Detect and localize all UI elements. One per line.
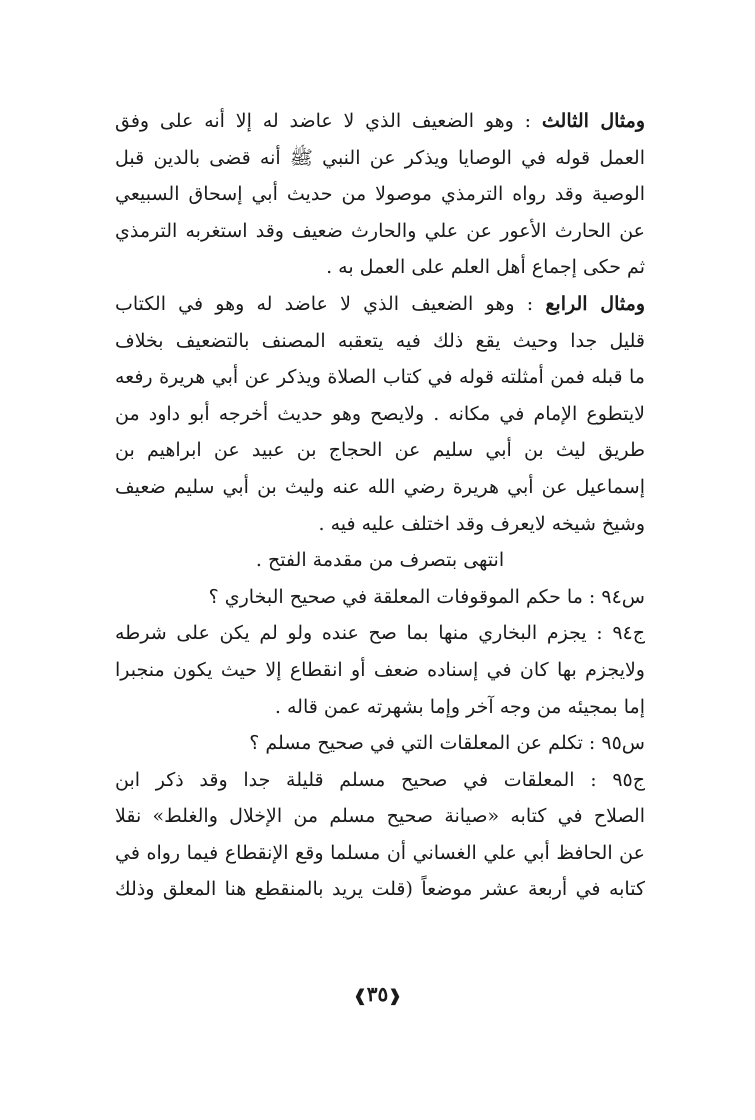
text-line-15 [115, 615, 645, 652]
text-line-16 [115, 652, 645, 689]
text-line-6 [115, 286, 645, 323]
line-text: ولايجزم بها كان في إسناده ضعف أو انقطاع إلا حيث يكون منجبرا [115, 658, 645, 681]
page-number [0, 982, 755, 1006]
line-text: ما قبله فمن أمثلته قوله في كتاب الصلاة ويذكر عن أبي هريرة رفعه [115, 366, 645, 389]
line-text: الوصية وقد رواه الترمذي موصولا من حديث أبي إسحاق السبيعي [115, 183, 645, 206]
page-number-ornament-left: ❱ [353, 986, 367, 1005]
line-text: ثم حكى إجماع أهل العلم على العمل به . [326, 256, 645, 279]
line-text: ج٩٤ : يجزم البخاري منها بما صح عنده ولو لم يكن على شرطه [115, 622, 645, 645]
line-text: لايتطوع الإمام في مكانه . ولايصح وهو حديث أخرجه أبو داود من [115, 402, 645, 425]
line-text: كتابه في أربعة عشر موضعاً (قلت يريد بالمنقطع هنا المعلق وذلك [115, 878, 645, 901]
line-text: إسماعيل عن أبي هريرة رضي الله عنه وليث بن أبي سليم ضعيف [115, 475, 645, 498]
text-line-9 [115, 396, 645, 433]
text-line-17 [115, 689, 645, 726]
text-line-19 [115, 762, 645, 799]
text-line-11 [115, 469, 645, 506]
line-text: انتهى بتصرف من مقدمة الفتح . [255, 549, 505, 572]
text-line-8 [115, 359, 645, 396]
line-text: عن الحافظ أبي علي الغساني أن مسلما وقع الإنقطاع فيما رواه في [115, 841, 645, 864]
text-line-3 [115, 176, 645, 213]
page-number-value: ٣٥ [366, 982, 389, 1006]
line-text: قليل جدا وحيث يقع ذلك فيه يتعقبه المصنف بالتضعيف بخلاف [115, 329, 645, 352]
line-text: وشيخ شيخه لايعرف وقد اختلف عليه فيه . [318, 512, 645, 535]
line-text: : وهو الضعيف الذي لا عاضد له إلا أنه على وفق [115, 110, 532, 132]
text-line-2 [115, 140, 645, 177]
text-line-21 [115, 835, 645, 872]
line-text: : وهو الضعيف الذي لا عاضد له وهو في الكتاب [115, 292, 534, 315]
line-text: عن الحارث الأعور عن علي والحارث ضعيف وقد استغربه الترمذي [115, 219, 645, 242]
text-line-18 [115, 725, 645, 762]
text-line-22 [115, 871, 645, 908]
text-line-13 [115, 542, 645, 579]
page-text [115, 103, 645, 908]
text-line-7 [115, 323, 645, 360]
line-text: س٩٤ : ما حكم الموقوفات المعلقة في صحيح البخاري ؟ [208, 585, 645, 608]
text-line-4 [115, 213, 645, 250]
lead-term: ومثال الرابع [545, 292, 645, 315]
page-number-ornament-right: ❰ [388, 986, 402, 1005]
line-text: إما بمجيئه من وجه آخر وإما بشهرته عمن قاله . [274, 695, 645, 718]
line-text: العمل قوله في الوصايا ويذكر عن النبي ﷺ أنه قضى بالدين قبل [115, 146, 645, 169]
text-line-5 [115, 249, 645, 286]
text-line-10 [115, 432, 645, 469]
text-line-20 [115, 798, 645, 835]
text-line-12 [115, 506, 645, 543]
lead-term: ومثال الثالث [541, 110, 645, 132]
line-text: س٩٥ : تكلم عن المعلقات التي في صحيح مسلم ؟ [249, 732, 645, 755]
line-text: ج٩٥ : المعلقات في صحيح مسلم قليلة جدا وقد ذكر ابن [115, 768, 645, 791]
line-text: طريق ليث بن أبي سليم عن الحجاج بن عبيد عن ابراهيم بن [115, 439, 645, 462]
line-text: الصلاح في كتابه «صيانة صحيح مسلم من الإخلال والغلط» نقلا [115, 805, 645, 828]
text-line-14 [115, 579, 645, 616]
text-line-1 [115, 103, 645, 140]
